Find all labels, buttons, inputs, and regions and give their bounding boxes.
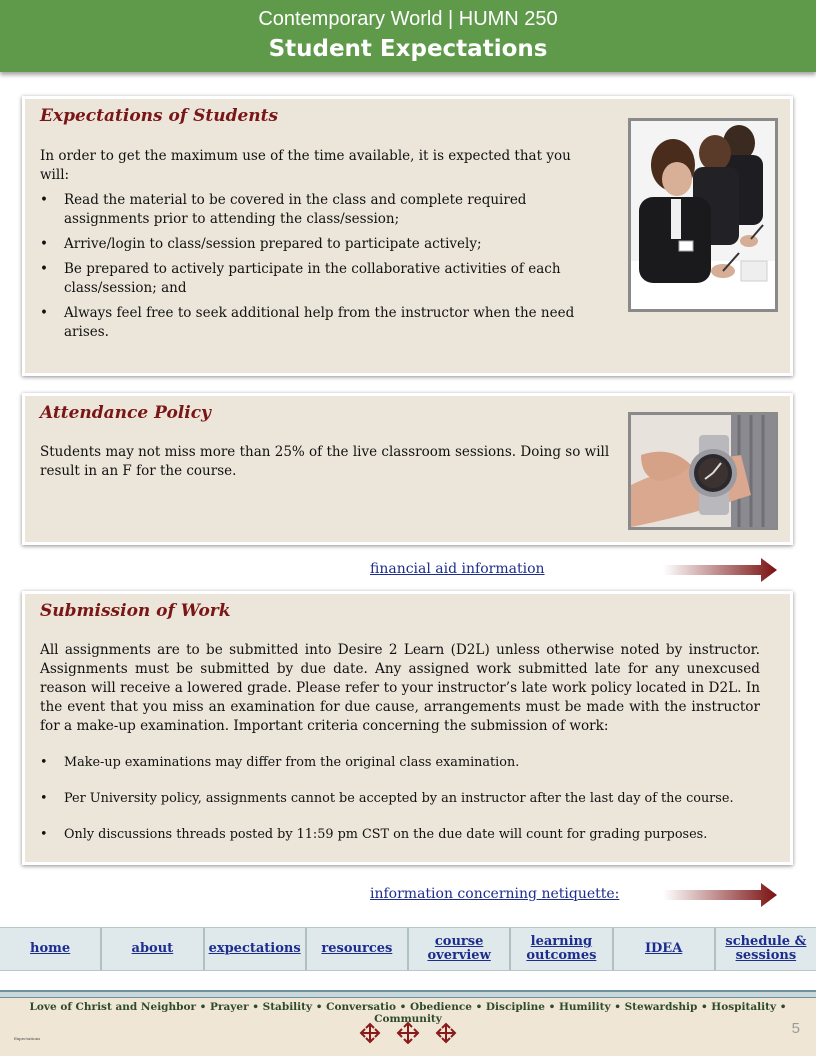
- nav-home[interactable]: home: [0, 928, 102, 970]
- nav-course-overview[interactable]: course overview: [409, 928, 511, 970]
- page-title: Student Expectations: [268, 36, 548, 62]
- nav-expectations[interactable]: expectations: [205, 928, 307, 970]
- page-header: [0, 0, 816, 72]
- list-item: • Always feel free to seek additional help from the instructor when the need arises.: [40, 304, 600, 342]
- section-heading: Submission of Work: [40, 601, 231, 621]
- list-item: • Make-up examinations may differ from the original class examination.: [40, 753, 760, 772]
- list-item: • Only discussions threads posted by 11:59 pm CST on the due date will count for grading purposes.: [40, 825, 760, 844]
- nav-schedule-sessions[interactable]: schedule & sessions: [725, 934, 807, 963]
- section-heading: Expectations of Students: [40, 106, 279, 126]
- nav-resources[interactable]: resources: [307, 928, 409, 970]
- attendance-section: [22, 393, 793, 545]
- nav-about[interactable]: about: [102, 928, 204, 970]
- financial-aid-link[interactable]: financial aid information: [370, 561, 545, 577]
- list-item: • Be prepared to actively participate in the collaborative activities of each class/session; and: [40, 260, 600, 298]
- students-writing-photo: [628, 118, 778, 312]
- list-item: • Per University policy, assignments cannot be accepted by an instructor after the last day of the course.: [40, 789, 760, 808]
- submission-list: [40, 753, 760, 844]
- nav-idea[interactable]: IDEA: [614, 928, 716, 970]
- list-item: • Read the material to be covered in the class and complete required assignments prior to attending the class/session;: [40, 191, 600, 229]
- arrow-right-icon[interactable]: [663, 883, 777, 907]
- submission-section: [22, 591, 793, 865]
- crosses-icon: [356, 1022, 460, 1044]
- nav-bar: [0, 927, 816, 971]
- page-footer: [0, 990, 816, 1056]
- nav-learning-outcomes[interactable]: learning outcomes: [511, 928, 613, 970]
- expectations-list: [40, 191, 600, 342]
- submission-body: [40, 641, 760, 844]
- attendance-text: Students may not miss more than 25% of the live classroom sessions. Doing so will result in an F for the course.: [40, 444, 610, 479]
- expectations-section: [22, 96, 793, 376]
- netiquette-link[interactable]: information concerning netiquette:: [370, 886, 620, 902]
- footer-values: Love of Christ and Neighbor • Prayer • Stability • Conversatio • Obedience • Discipline • Humility • Stewardship • Hospitality • Community: [29, 1001, 787, 1025]
- wristwatch-photo: [628, 412, 778, 530]
- arrow-right-icon[interactable]: [663, 558, 777, 582]
- footer-divider: [0, 990, 816, 998]
- course-title: Contemporary World | HUMN 250: [258, 8, 558, 30]
- expectations-intro: In order to get the maximum use of the time available, it is expected that you will:: [40, 148, 571, 183]
- submission-text: All assignments are to be submitted into Desire 2 Learn (D2L) unless otherwise noted by instructor. Assignments must be submitted by due date. Any assigned work submitted late for any unexcused reason will receive a lowered grade. Please refer to your instructor’s late work policy located in D2L. In the event that you miss an examination for due cause, arrangements must be made with the instructor for a make-up examination. Important criteria concerning the submission of work:: [40, 642, 760, 734]
- expectations-body: [40, 147, 600, 342]
- footer-label: Expectations: [14, 1036, 41, 1041]
- page-number: 5: [791, 1020, 800, 1037]
- list-item: • Arrive/login to class/session prepared to participate actively;: [40, 235, 600, 254]
- section-heading: Attendance Policy: [40, 403, 211, 423]
